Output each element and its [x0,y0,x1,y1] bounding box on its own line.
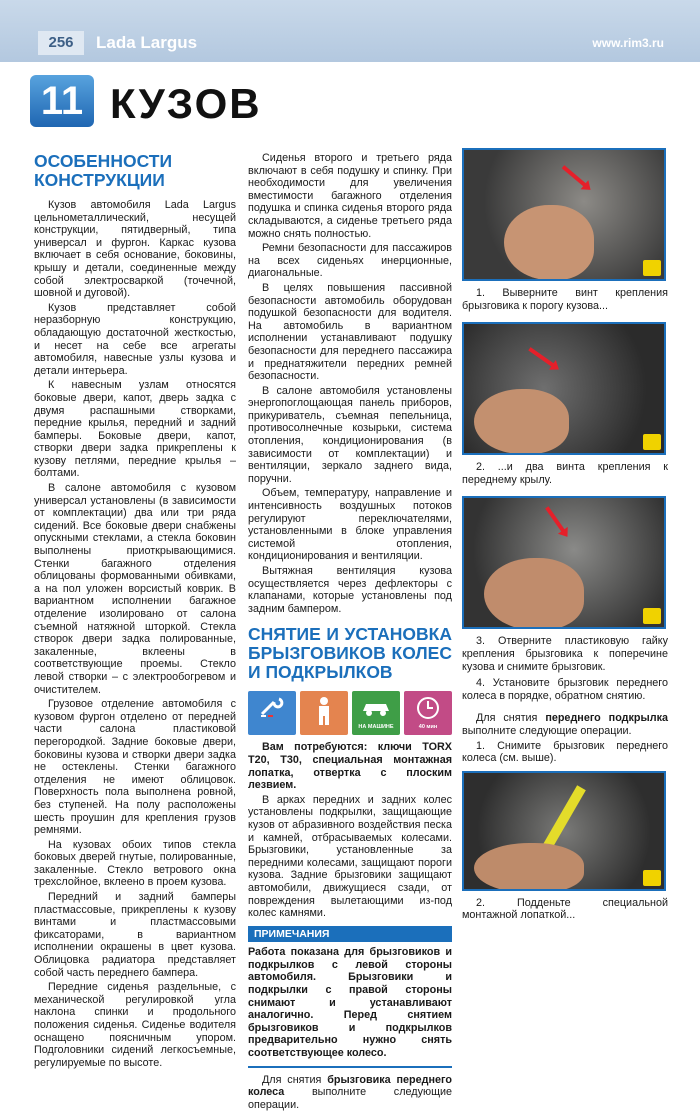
site-url[interactable]: www.rim3.ru [592,36,664,50]
photo-caption: 2. ...и два винта крепления к переднему крылу. [462,461,668,486]
photo-caption: 3. Отверните пластиковую гайку крепления брызговика к поперечине кузова и снимите брызговик. [462,635,668,673]
paragraph: 1. Снимите брызговик переднего колеса (см. выше). [462,739,668,765]
person-icon [300,691,348,735]
paragraph: В целях повышения пассивной безопасности автомобиль оборудован подушкой безопасности для водителя. На автомобиль в вариантном исполнении устанавливают подушку безопасности для переднего пассажира и преднатяжители передних ремней безопасности. [248,281,452,383]
chapter-number: 11 [30,75,94,127]
paragraph: В салоне автомобиля с кузовом универсал установлены (в зависимости от комплектации) два или три ряда сидений. Все боковые двери снабжены опускными стеклами, а стекла боковин выполнены приоткрывающимися. Стенки багажного отделения облицованы формованными обивками, а на пол уложен ворсистый коврик. В вариантном исполнении багажное отделение изолировано от салона съемной натяжной шторкой. Стекла створок двери задка полированные, закаленные, вклеены в соответствующие проемы. Стекло левой створки – с электрообогревом и очистителем. [34,482,236,696]
paragraph: Кузов представляет собой неразборную конструкцию, обладающую достаточной жесткостью, и несет на себе все агрегаты автомобиля, навесные узлы кузова и детали интерьера. [34,301,236,377]
tools-required: Вам потребуются: ключи TORX T20, T30, специальная монтажная лопатка, отвертка с плоским лезвием. [248,741,452,792]
book-title: Lada Largus [96,33,198,52]
note-heading: ПРИМЕЧАНИЯ [248,926,452,943]
page-header [0,0,700,62]
section-heading: СНЯТИЕ И УСТАНОВКА БРЫЗГОВИКОВ КОЛЕС И ПОДКРЫЛКОВ [248,624,452,683]
chapter-title: КУЗОВ [110,80,262,127]
paragraph: Передний и задний бамперы пластмассовые, прикреплены к кузову винтами и пластмассовыми фиксаторами, в вариантном исполнении окрашены в цвет кузова. Облицовка радиатора представляет собой часть переднего бампера. [34,891,236,979]
column-1 [34,152,236,1071]
paragraph: На кузовах обоих типов стекла боковых дверей гнутые, полированные, закаленные. Стекло ветрового окна трехслойное, вклеено в проем кузова. [34,838,236,889]
car-badge-icon [643,870,661,886]
column-3 [462,148,668,932]
paragraph: Передние сиденья раздельные, с механической регулировкой угла наклона спинки и продольного положения сиденья. Сиденье водителя оснащено поясничным упором. Подголовники сидений легкосъемные, регулируемые по высоте. [34,981,236,1069]
paragraph: Грузовое отделение автомобиля с кузовом фургон отделено от передней части салона пластиковой перегородкой. Задние боковые двери, боковины кузова и створки двери задка не остеклены. Стенки багажного отделения не имеют облицовок. Поверхность пола выполнена ровной, без ступеней. На полу расположены шесть проушин для крепления грузов ремнями. [34,698,236,837]
paragraph: Кузов автомобиля Lada Largus цельнометаллический, несущей конструкции, пятидверный, типа универсал и фургон. Каркас кузова включает в себя основание, боковины, крышу и детали, соединенные между собой электросваркой (точечной, шовной и дуговой). [34,199,236,300]
photo-step-3 [462,496,666,629]
paragraph: Для снятия переднего подкрылка выполните следующие операции. [462,712,668,737]
paragraph: Для снятия брызговика переднего колеса выполните следующие операции. [248,1073,452,1111]
note-text: Работа показана для брызговиков и подкрылков с левой стороны автомобиля. Брызговики и подкрылки с правой стороны снимают и устанавливают аналогично. Перед снятием брызговиков и подкрылков предварительно нужно снять соответствующее колесо. [248,942,452,1067]
photo-step-1 [462,148,666,281]
car-icon [352,691,400,735]
wrench-icon [248,691,296,735]
clock-icon [404,691,452,735]
car-icon-label: НА МАШИНЕ [358,723,394,730]
paragraph: Ремни безопасности для пассажиров на всех сиденьях инерционные, диагональные. [248,242,452,280]
info-icons [248,691,452,735]
paragraph: В арках передних и задних колес установлены подкрылки, защищающие кузов от абразивного воздействия песка и камней, отбрасываемых колесами. Брызговики, установленные за передними колесами, защищают пороги кузова. Задние брызговики защищают автомобили, движущиеся сзади, от повреждения вылетающими из-под колес камнями. [248,793,452,920]
paragraph: Вытяжная вентиляция кузова осуществляется через дефлекторы с клапанами, которые установлены под задним бампером. [248,565,452,615]
section-heading: ОСОБЕННОСТИ КОНСТРУКЦИИ [34,151,173,190]
paragraph: К навесным узлам относятся боковые двери, капот, дверь задка с двумя распашными створками, передние крылья, передний и задний бамперы. Боковые двери, капот, створки двери задка прикреплены к кузову петлями, передние крылья – болтами. [34,379,236,480]
paragraph: Сиденья второго и третьего ряда включают в себя подушку и спинку. При необходимости для увеличения вместимости багажного отделения подушка и спинка сиденья второго ряда складываются, а сиденье третьего ряда можно снять полностью. [248,152,452,240]
photo-caption: 1. Выверните винт крепления брызговика к порогу кузова... [462,287,668,312]
car-badge-icon [643,434,661,450]
photo-step-5 [462,771,666,891]
paragraph: Объем, температуру, направление и интенсивность воздушных потоков регулируют переключателями, установленными в блоке управления системой отопления, кондиционирования и вентиляции. [248,487,452,563]
paragraph: В салоне автомобиля установлены энергопоглощающая панель приборов, прикуриватель, съемная пепельница, противосолнечные козырьки, система отопления, кондиционирования (в зависимости от комплектации) и вентиляции, зеркало заднего вида, поручни. [248,384,452,485]
car-badge-icon [643,260,661,276]
photo-step-2 [462,322,666,455]
car-badge-icon [643,608,661,624]
column-2 [248,152,452,1113]
page-number: 256 [38,31,84,55]
time-label: 40 мин [418,723,438,730]
photo-caption: 4. Установите брызговик переднего колеса в порядке, обратном снятию. [462,677,668,702]
photo-caption: 2. Подденьте специальной монтажной лопаткой... [462,896,668,922]
